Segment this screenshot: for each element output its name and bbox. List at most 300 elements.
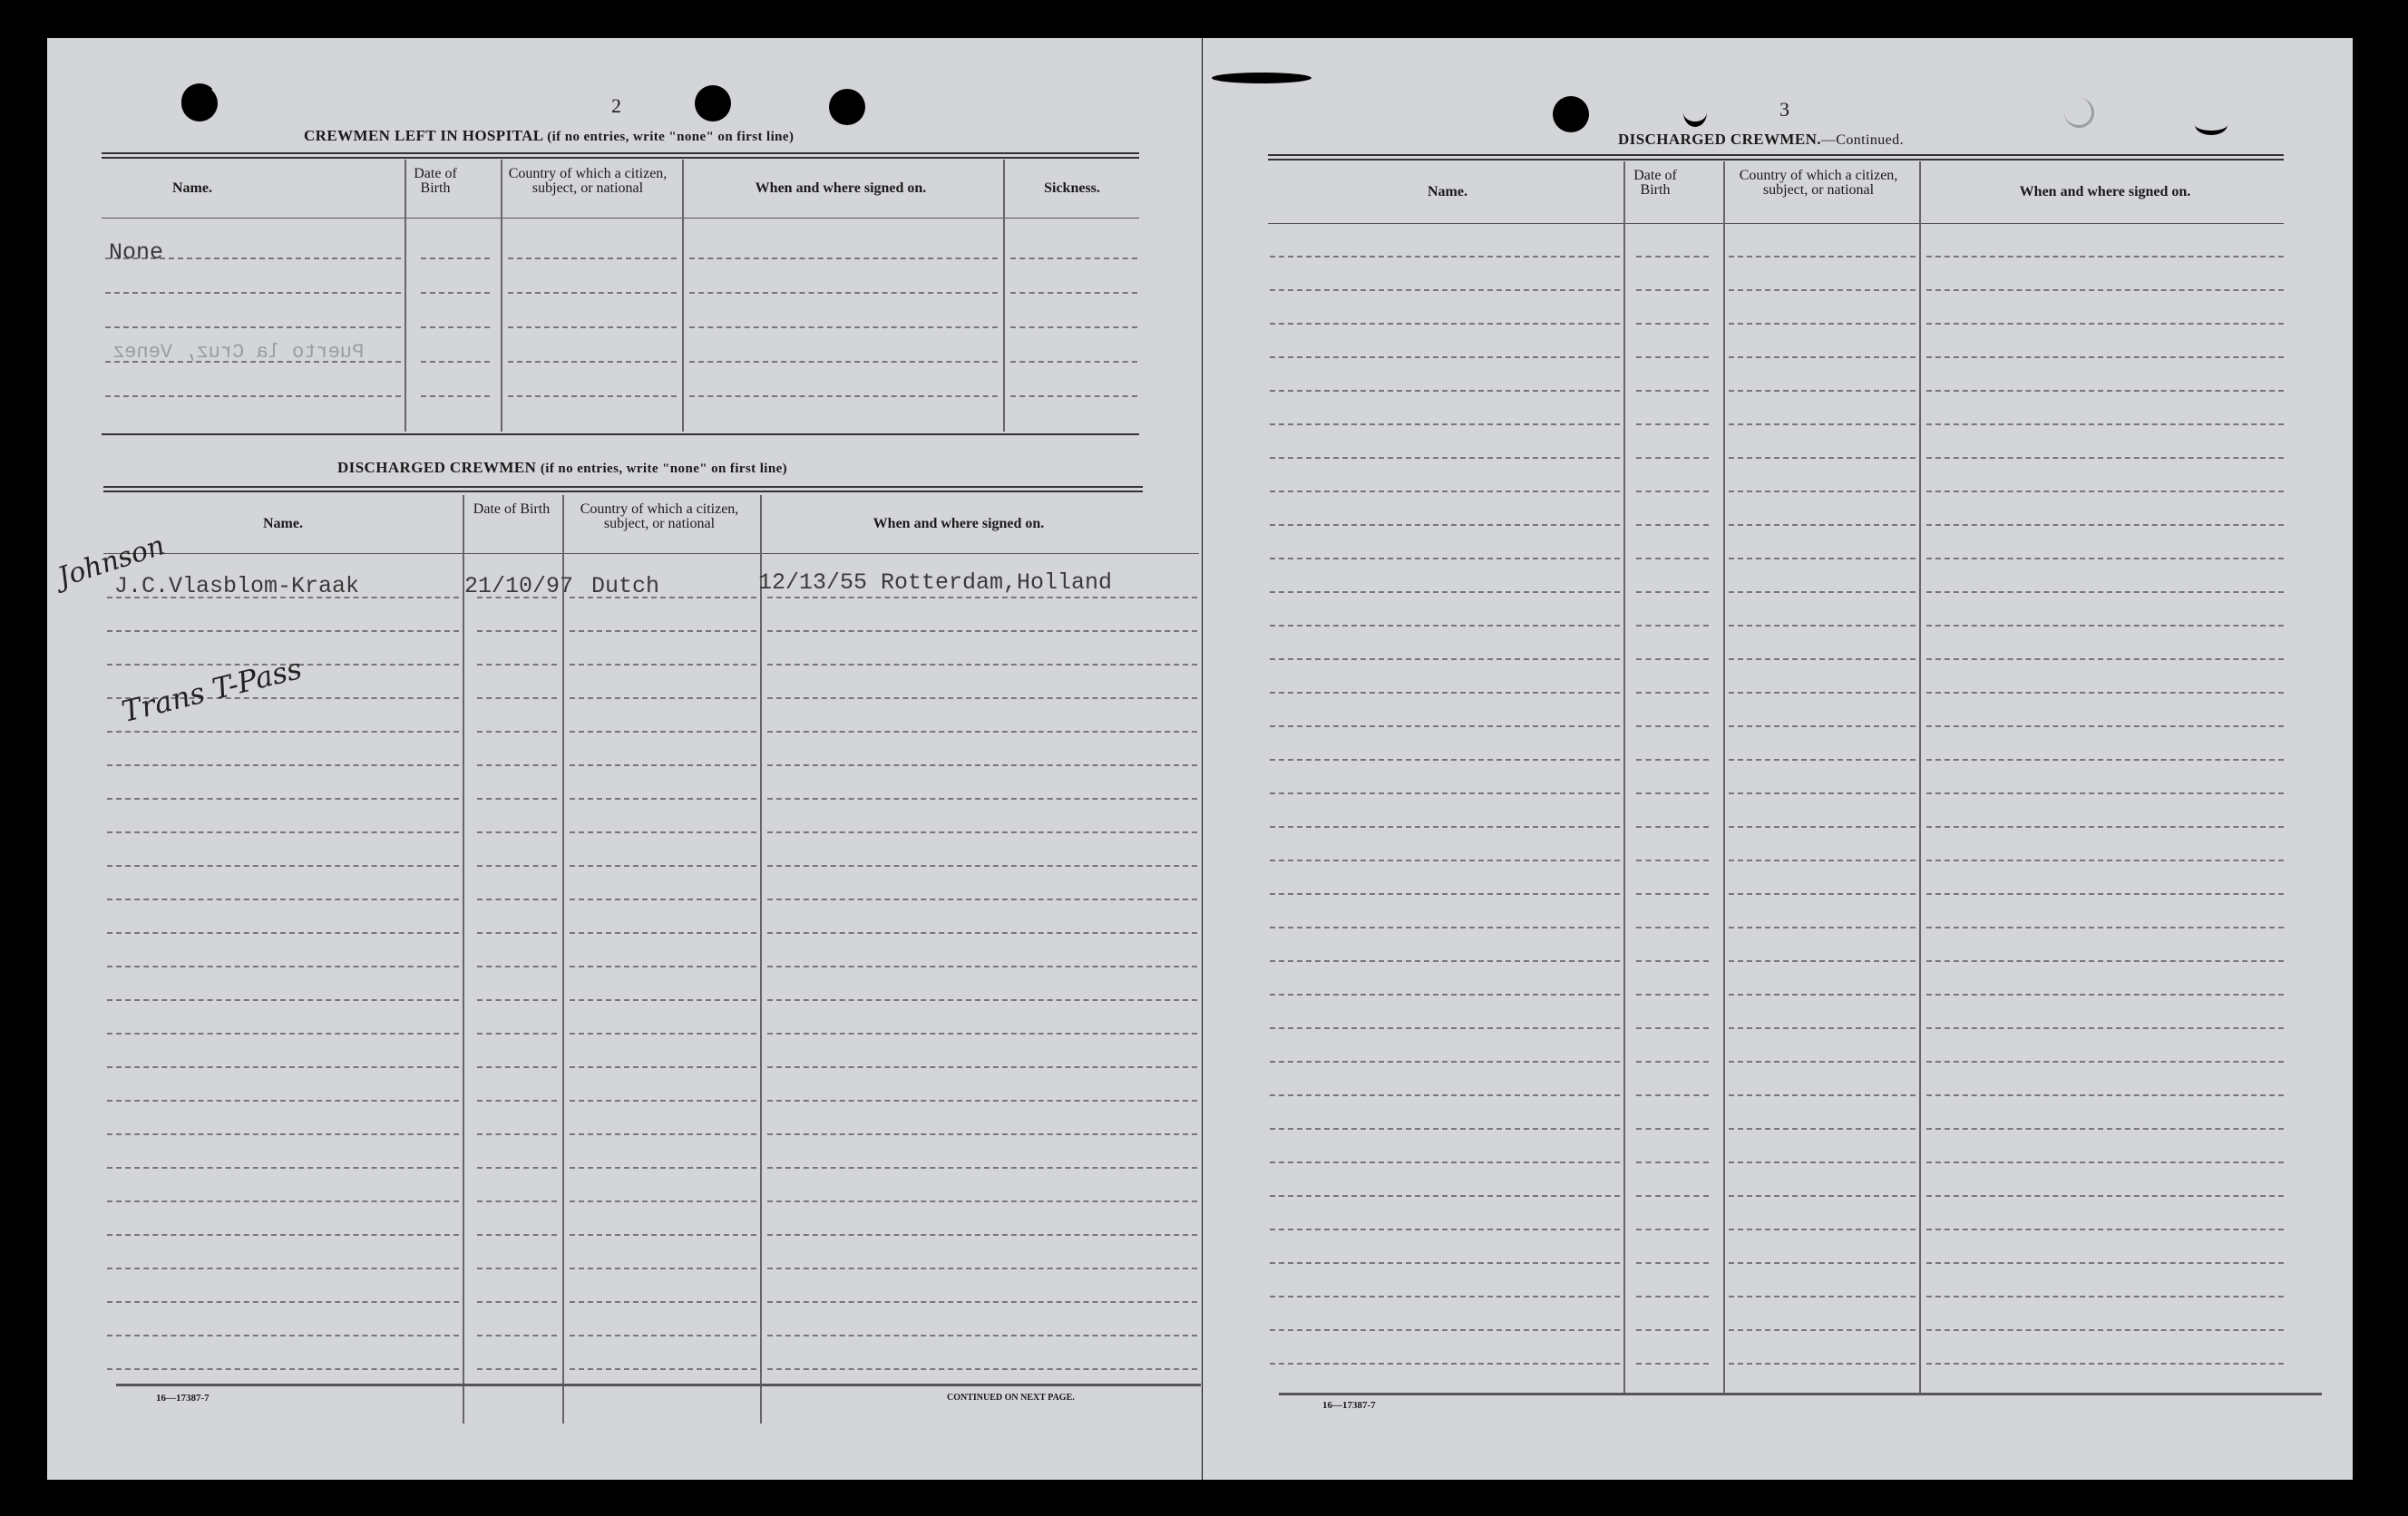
ruled-line — [1729, 491, 1916, 492]
ruled-line — [1729, 1128, 1916, 1130]
ruled-line — [1729, 1363, 1916, 1365]
ruled-line — [1270, 1229, 1620, 1230]
discharged-continued-title — [1618, 131, 1904, 149]
form-number: 16—17387-7 — [156, 1393, 210, 1404]
ruled-line — [1926, 256, 2284, 258]
rule — [1279, 1393, 2322, 1395]
ruled-line — [107, 966, 459, 967]
col-divider — [1003, 160, 1005, 432]
ruled-line — [1926, 1195, 2284, 1197]
ruled-line — [1270, 625, 1620, 627]
ruled-line — [767, 831, 1197, 833]
ruled-line — [1729, 558, 1916, 559]
ruled-line — [767, 798, 1197, 800]
ruled-line — [107, 865, 459, 867]
ruled-line — [1636, 524, 1709, 526]
ruled-line — [767, 1133, 1197, 1135]
ruled-line — [1636, 1027, 1709, 1029]
ruled-line — [1270, 927, 1620, 928]
ruled-line — [1729, 1329, 1916, 1331]
ruled-line — [1729, 1094, 1916, 1096]
ruled-line — [1926, 893, 2284, 895]
ruled-line — [1729, 457, 1916, 459]
ruled-line — [107, 1301, 459, 1303]
col-divider — [405, 160, 406, 432]
ruled-line — [1729, 289, 1916, 291]
ruled-line — [477, 1066, 557, 1068]
ruled-line — [477, 966, 557, 967]
ruled-line — [1270, 1094, 1620, 1096]
crew-country: Dutch — [591, 573, 660, 599]
ruled-line — [1729, 927, 1916, 928]
ruled-line — [689, 258, 998, 259]
ruled-line — [1270, 792, 1620, 794]
ruled-line — [570, 1335, 756, 1336]
ruled-line — [1926, 1061, 2284, 1063]
ruled-line — [570, 831, 756, 833]
ruled-line — [767, 966, 1197, 967]
ruled-line — [1926, 1262, 2284, 1264]
page-number: 2 — [611, 94, 621, 117]
crew-signed-on: 12/13/55 Rotterdam,Holland — [758, 569, 1113, 596]
ruled-line — [1926, 1363, 2284, 1365]
hospital-instruction: (if no entries, write "none" on first line) — [547, 130, 795, 144]
ruled-line — [1926, 1229, 2284, 1230]
hospital-section-title — [304, 127, 794, 145]
right-title-text: DISCHARGED CREWMEN. — [1618, 131, 1821, 148]
ruled-line — [1729, 692, 1916, 694]
ruled-line — [107, 798, 459, 800]
ruled-line — [1729, 1296, 1916, 1297]
col-divider — [1919, 161, 1921, 1395]
ruled-line — [1926, 1027, 2284, 1029]
page-number: 3 — [1779, 98, 1789, 121]
ruled-line — [767, 1335, 1197, 1336]
ruled-line — [570, 697, 756, 699]
ruled-line — [1636, 390, 1709, 392]
ruled-line — [477, 865, 557, 867]
ruled-line — [1270, 491, 1620, 492]
ruled-line — [107, 932, 459, 934]
ruled-line — [1270, 289, 1620, 291]
ruled-line — [1636, 860, 1709, 861]
ruled-line — [1270, 1027, 1620, 1029]
damage-mark — [181, 83, 218, 120]
col-name: Name. — [172, 180, 212, 196]
ruled-line — [508, 258, 677, 259]
ruled-line — [767, 999, 1197, 1001]
handwritten-note: Trans T-Pass — [118, 651, 306, 729]
crew-dob: 21/10/97 — [464, 573, 574, 599]
ruled-line — [477, 999, 557, 1001]
ruled-line — [1636, 658, 1709, 660]
ruled-line — [477, 1335, 557, 1336]
ruled-line — [570, 1200, 756, 1202]
ruled-line — [1926, 860, 2284, 861]
col-country: Country of which a citizen, subject, or national — [508, 166, 668, 196]
ruled-line — [1926, 927, 2284, 928]
ruled-line — [1270, 759, 1620, 761]
ruled-line — [689, 395, 998, 397]
ruled-line — [1636, 1229, 1709, 1230]
ruled-line — [1729, 423, 1916, 425]
ruled-line — [1270, 725, 1620, 727]
ruled-line — [477, 1200, 557, 1202]
ruled-line — [1926, 625, 2284, 627]
ruled-line — [767, 764, 1197, 766]
ruled-line — [477, 1133, 557, 1135]
ruled-line — [1926, 826, 2284, 828]
ruled-line — [767, 1368, 1197, 1370]
right-title-suffix: —Continued. — [1820, 132, 1904, 148]
ruled-line — [477, 1368, 557, 1370]
ruled-line — [1729, 994, 1916, 996]
ruled-line — [689, 292, 998, 294]
ruled-line — [570, 1033, 756, 1035]
left-page — [47, 38, 1202, 1480]
ruled-line — [1636, 1329, 1709, 1331]
ruled-line — [1270, 994, 1620, 996]
col-name: Name. — [1428, 184, 1467, 199]
ruled-line — [477, 831, 557, 833]
ruled-line — [1729, 658, 1916, 660]
ruled-line — [1270, 1161, 1620, 1163]
ruled-line — [477, 899, 557, 900]
ruled-line — [1926, 289, 2284, 291]
col-country: Country of which a citizen, subject, or national — [580, 501, 739, 531]
ruled-line — [767, 865, 1197, 867]
ruled-line — [1010, 326, 1137, 328]
rule — [103, 486, 1143, 492]
ruled-line — [1636, 960, 1709, 962]
ruled-line — [1270, 356, 1620, 358]
ruled-line — [1729, 625, 1916, 627]
ruled-line — [570, 731, 756, 733]
ruled-line — [689, 361, 998, 363]
ruled-line — [1270, 893, 1620, 895]
ruled-line — [1636, 1262, 1709, 1264]
ruled-line — [1926, 491, 2284, 492]
ruled-line — [1926, 658, 2284, 660]
ruled-line — [767, 932, 1197, 934]
ruled-line — [570, 1167, 756, 1169]
ruled-line — [1729, 893, 1916, 895]
ruled-line — [107, 1033, 459, 1035]
ruled-line — [1636, 994, 1709, 996]
continued-note: CONTINUED ON NEXT PAGE. — [947, 1393, 1075, 1403]
ruled-line — [107, 1368, 459, 1370]
ruled-line — [107, 1066, 459, 1068]
ruled-line — [1636, 927, 1709, 928]
handwritten-note: Johnson — [54, 530, 169, 594]
ruled-line — [1270, 692, 1620, 694]
col-dob: Date of Birth — [414, 166, 457, 196]
ruled-line — [1636, 323, 1709, 325]
ruled-line — [767, 1234, 1197, 1236]
ruled-line — [1729, 1262, 1916, 1264]
crew-name: J.C.Vlasblom-Kraak — [114, 573, 360, 599]
ruled-line — [1729, 1229, 1916, 1230]
ruled-line — [570, 966, 756, 967]
ruled-line — [1636, 1094, 1709, 1096]
ruled-line — [477, 1301, 557, 1303]
ruled-line — [689, 326, 998, 328]
col-dob: Date of Birth — [1633, 168, 1677, 198]
ruled-line — [1926, 1128, 2284, 1130]
ruled-line — [1729, 860, 1916, 861]
ruled-line — [1636, 1161, 1709, 1163]
ruled-line — [1926, 524, 2284, 526]
ruled-line — [1636, 1128, 1709, 1130]
ruled-line — [107, 831, 459, 833]
col-signed-on: When and where signed on. — [755, 180, 927, 196]
ruled-line — [1729, 826, 1916, 828]
ruled-line — [1010, 292, 1137, 294]
rule — [116, 1384, 1201, 1386]
ruled-line — [767, 697, 1197, 699]
discharged-section-title — [337, 459, 787, 477]
damage-mark — [2064, 98, 2094, 128]
ruled-line — [767, 1033, 1197, 1035]
col-signed-on: When and where signed on. — [873, 516, 1045, 531]
ruled-line — [421, 361, 490, 363]
ruled-line — [1636, 1296, 1709, 1297]
ruled-line — [1729, 1195, 1916, 1197]
ruled-line — [570, 764, 756, 766]
rule — [1268, 223, 2284, 224]
col-divider — [1623, 161, 1625, 1395]
ruled-line — [570, 1133, 756, 1135]
ruled-line — [1729, 792, 1916, 794]
ruled-line — [1010, 361, 1137, 363]
ruled-line — [1729, 759, 1916, 761]
ruled-line — [767, 1268, 1197, 1269]
ruled-line — [508, 395, 677, 397]
ruled-line — [570, 865, 756, 867]
ruled-line — [1636, 826, 1709, 828]
ruled-line — [1926, 960, 2284, 962]
ruled-line — [107, 1167, 459, 1169]
ruled-line — [570, 1301, 756, 1303]
ruled-line — [767, 597, 1197, 598]
ruled-line — [1270, 1296, 1620, 1297]
ruled-line — [477, 697, 557, 699]
damage-mark — [1683, 98, 1707, 127]
ruled-line — [1926, 1161, 2284, 1163]
damage-mark — [2195, 114, 2228, 135]
discharged-instruction: (if no entries, write "none" on first line) — [540, 462, 788, 476]
ruled-line — [1270, 1363, 1620, 1365]
ruled-line — [508, 326, 677, 328]
ruled-line — [105, 326, 401, 328]
rule — [1268, 154, 2284, 160]
ruled-line — [1729, 323, 1916, 325]
ruled-line — [1636, 1061, 1709, 1063]
ruled-line — [767, 1100, 1197, 1102]
ruled-line — [477, 1167, 557, 1169]
ruled-line — [570, 1268, 756, 1269]
ruled-line — [1926, 692, 2284, 694]
ruled-line — [1729, 256, 1916, 258]
ruled-line — [570, 664, 756, 666]
ruled-line — [1926, 356, 2284, 358]
ruled-line — [477, 1234, 557, 1236]
ruled-line — [477, 1033, 557, 1035]
ruled-line — [767, 1167, 1197, 1169]
ruled-line — [508, 292, 677, 294]
ruled-line — [1926, 390, 2284, 392]
ruled-line — [767, 1200, 1197, 1202]
ruled-line — [477, 932, 557, 934]
punch-hole — [695, 85, 731, 121]
ruled-line — [508, 361, 677, 363]
col-sickness: Sickness. — [1044, 180, 1100, 196]
ruled-line — [1926, 1296, 2284, 1297]
ruled-line — [107, 999, 459, 1001]
col-divider — [682, 160, 684, 432]
col-country: Country of which a citizen, subject, or national — [1739, 168, 1898, 198]
ruled-line — [1729, 725, 1916, 727]
ruled-line — [107, 1335, 459, 1336]
ruled-line — [1010, 395, 1137, 397]
col-name: Name. — [263, 516, 303, 531]
ruled-line — [1926, 792, 2284, 794]
ruled-line — [570, 999, 756, 1001]
ruled-line — [107, 1268, 459, 1269]
ruled-line — [477, 1268, 557, 1269]
ruled-line — [1270, 1061, 1620, 1063]
ruled-line — [570, 932, 756, 934]
punch-hole — [829, 89, 865, 125]
ruled-line — [421, 326, 490, 328]
ruled-line — [1729, 1027, 1916, 1029]
ruled-line — [107, 764, 459, 766]
ruled-line — [421, 292, 490, 294]
damage-mark — [1212, 73, 1311, 83]
ruled-line — [1270, 826, 1620, 828]
ruled-line — [570, 1066, 756, 1068]
ruled-line — [477, 798, 557, 800]
ruled-line — [767, 731, 1197, 733]
rule — [103, 553, 1199, 554]
ruled-line — [1729, 1161, 1916, 1163]
ruled-line — [1270, 860, 1620, 861]
ruled-line — [1270, 1262, 1620, 1264]
right-page — [1203, 38, 2353, 1480]
ruled-line — [767, 1066, 1197, 1068]
ruled-line — [105, 292, 401, 294]
ruled-line — [107, 1234, 459, 1236]
bleed-through-text: Puerto la Cruz, Venez — [112, 341, 365, 364]
col-divider — [463, 495, 464, 1424]
ruled-line — [767, 664, 1197, 666]
ruled-line — [477, 664, 557, 666]
ruled-line — [1729, 591, 1916, 593]
ruled-line — [477, 731, 557, 733]
ruled-line — [477, 764, 557, 766]
rule — [102, 152, 1139, 159]
ruled-line — [1636, 457, 1709, 459]
ruled-line — [1010, 258, 1137, 259]
col-dob: Date of Birth — [473, 501, 551, 517]
ruled-line — [1270, 1329, 1620, 1331]
ruled-line — [570, 798, 756, 800]
hospital-title-text: CREWMEN LEFT IN HOSPITAL — [304, 127, 543, 144]
ruled-line — [1636, 725, 1709, 727]
ruled-line — [477, 1100, 557, 1102]
ruled-line — [1926, 423, 2284, 425]
ruled-line — [1636, 558, 1709, 559]
ruled-line — [477, 630, 557, 632]
ruled-line — [107, 630, 459, 632]
discharged-title-text: DISCHARGED CREWMEN — [337, 459, 537, 476]
ruled-line — [1270, 960, 1620, 962]
ruled-line — [107, 1200, 459, 1202]
ruled-line — [1926, 759, 2284, 761]
ruled-line — [1926, 323, 2284, 325]
rule — [102, 433, 1139, 435]
col-divider — [501, 160, 502, 432]
ruled-line — [1729, 1061, 1916, 1063]
ruled-line — [1270, 1128, 1620, 1130]
ruled-line — [1926, 558, 2284, 559]
ruled-line — [1636, 356, 1709, 358]
ruled-line — [1636, 591, 1709, 593]
ruled-line — [1270, 524, 1620, 526]
ruled-line — [1926, 1094, 2284, 1096]
ruled-line — [1729, 960, 1916, 962]
ruled-line — [570, 1234, 756, 1236]
ruled-line — [570, 1100, 756, 1102]
ruled-line — [107, 899, 459, 900]
ruled-line — [1270, 457, 1620, 459]
ruled-line — [1270, 1195, 1620, 1197]
ruled-line — [107, 1100, 459, 1102]
ruled-line — [1636, 792, 1709, 794]
ruled-line — [1636, 692, 1709, 694]
ruled-line — [767, 899, 1197, 900]
ruled-line — [421, 258, 490, 259]
ruled-line — [1926, 591, 2284, 593]
hospital-entry-none: None — [109, 239, 164, 266]
ruled-line — [1729, 356, 1916, 358]
ruled-line — [107, 1133, 459, 1135]
ruled-line — [1636, 1363, 1709, 1365]
ruled-line — [105, 395, 401, 397]
ruled-line — [570, 1368, 756, 1370]
rule — [102, 218, 1139, 219]
ruled-line — [421, 395, 490, 397]
ruled-line — [1636, 759, 1709, 761]
ruled-line — [1729, 390, 1916, 392]
ruled-line — [1926, 725, 2284, 727]
ruled-line — [1270, 591, 1620, 593]
ruled-line — [1636, 491, 1709, 492]
col-divider — [760, 495, 762, 1424]
col-divider — [1723, 161, 1725, 1395]
ruled-line — [1270, 323, 1620, 325]
punch-hole — [1553, 96, 1589, 132]
ruled-line — [1636, 625, 1709, 627]
form-number: 16—17387-7 — [1322, 1400, 1376, 1411]
ruled-line — [1270, 658, 1620, 660]
col-signed-on: When and where signed on. — [2019, 184, 2191, 199]
ruled-line — [1636, 893, 1709, 895]
ruled-line — [1636, 256, 1709, 258]
ruled-line — [1926, 994, 2284, 996]
ruled-line — [1926, 1329, 2284, 1331]
ruled-line — [1270, 423, 1620, 425]
